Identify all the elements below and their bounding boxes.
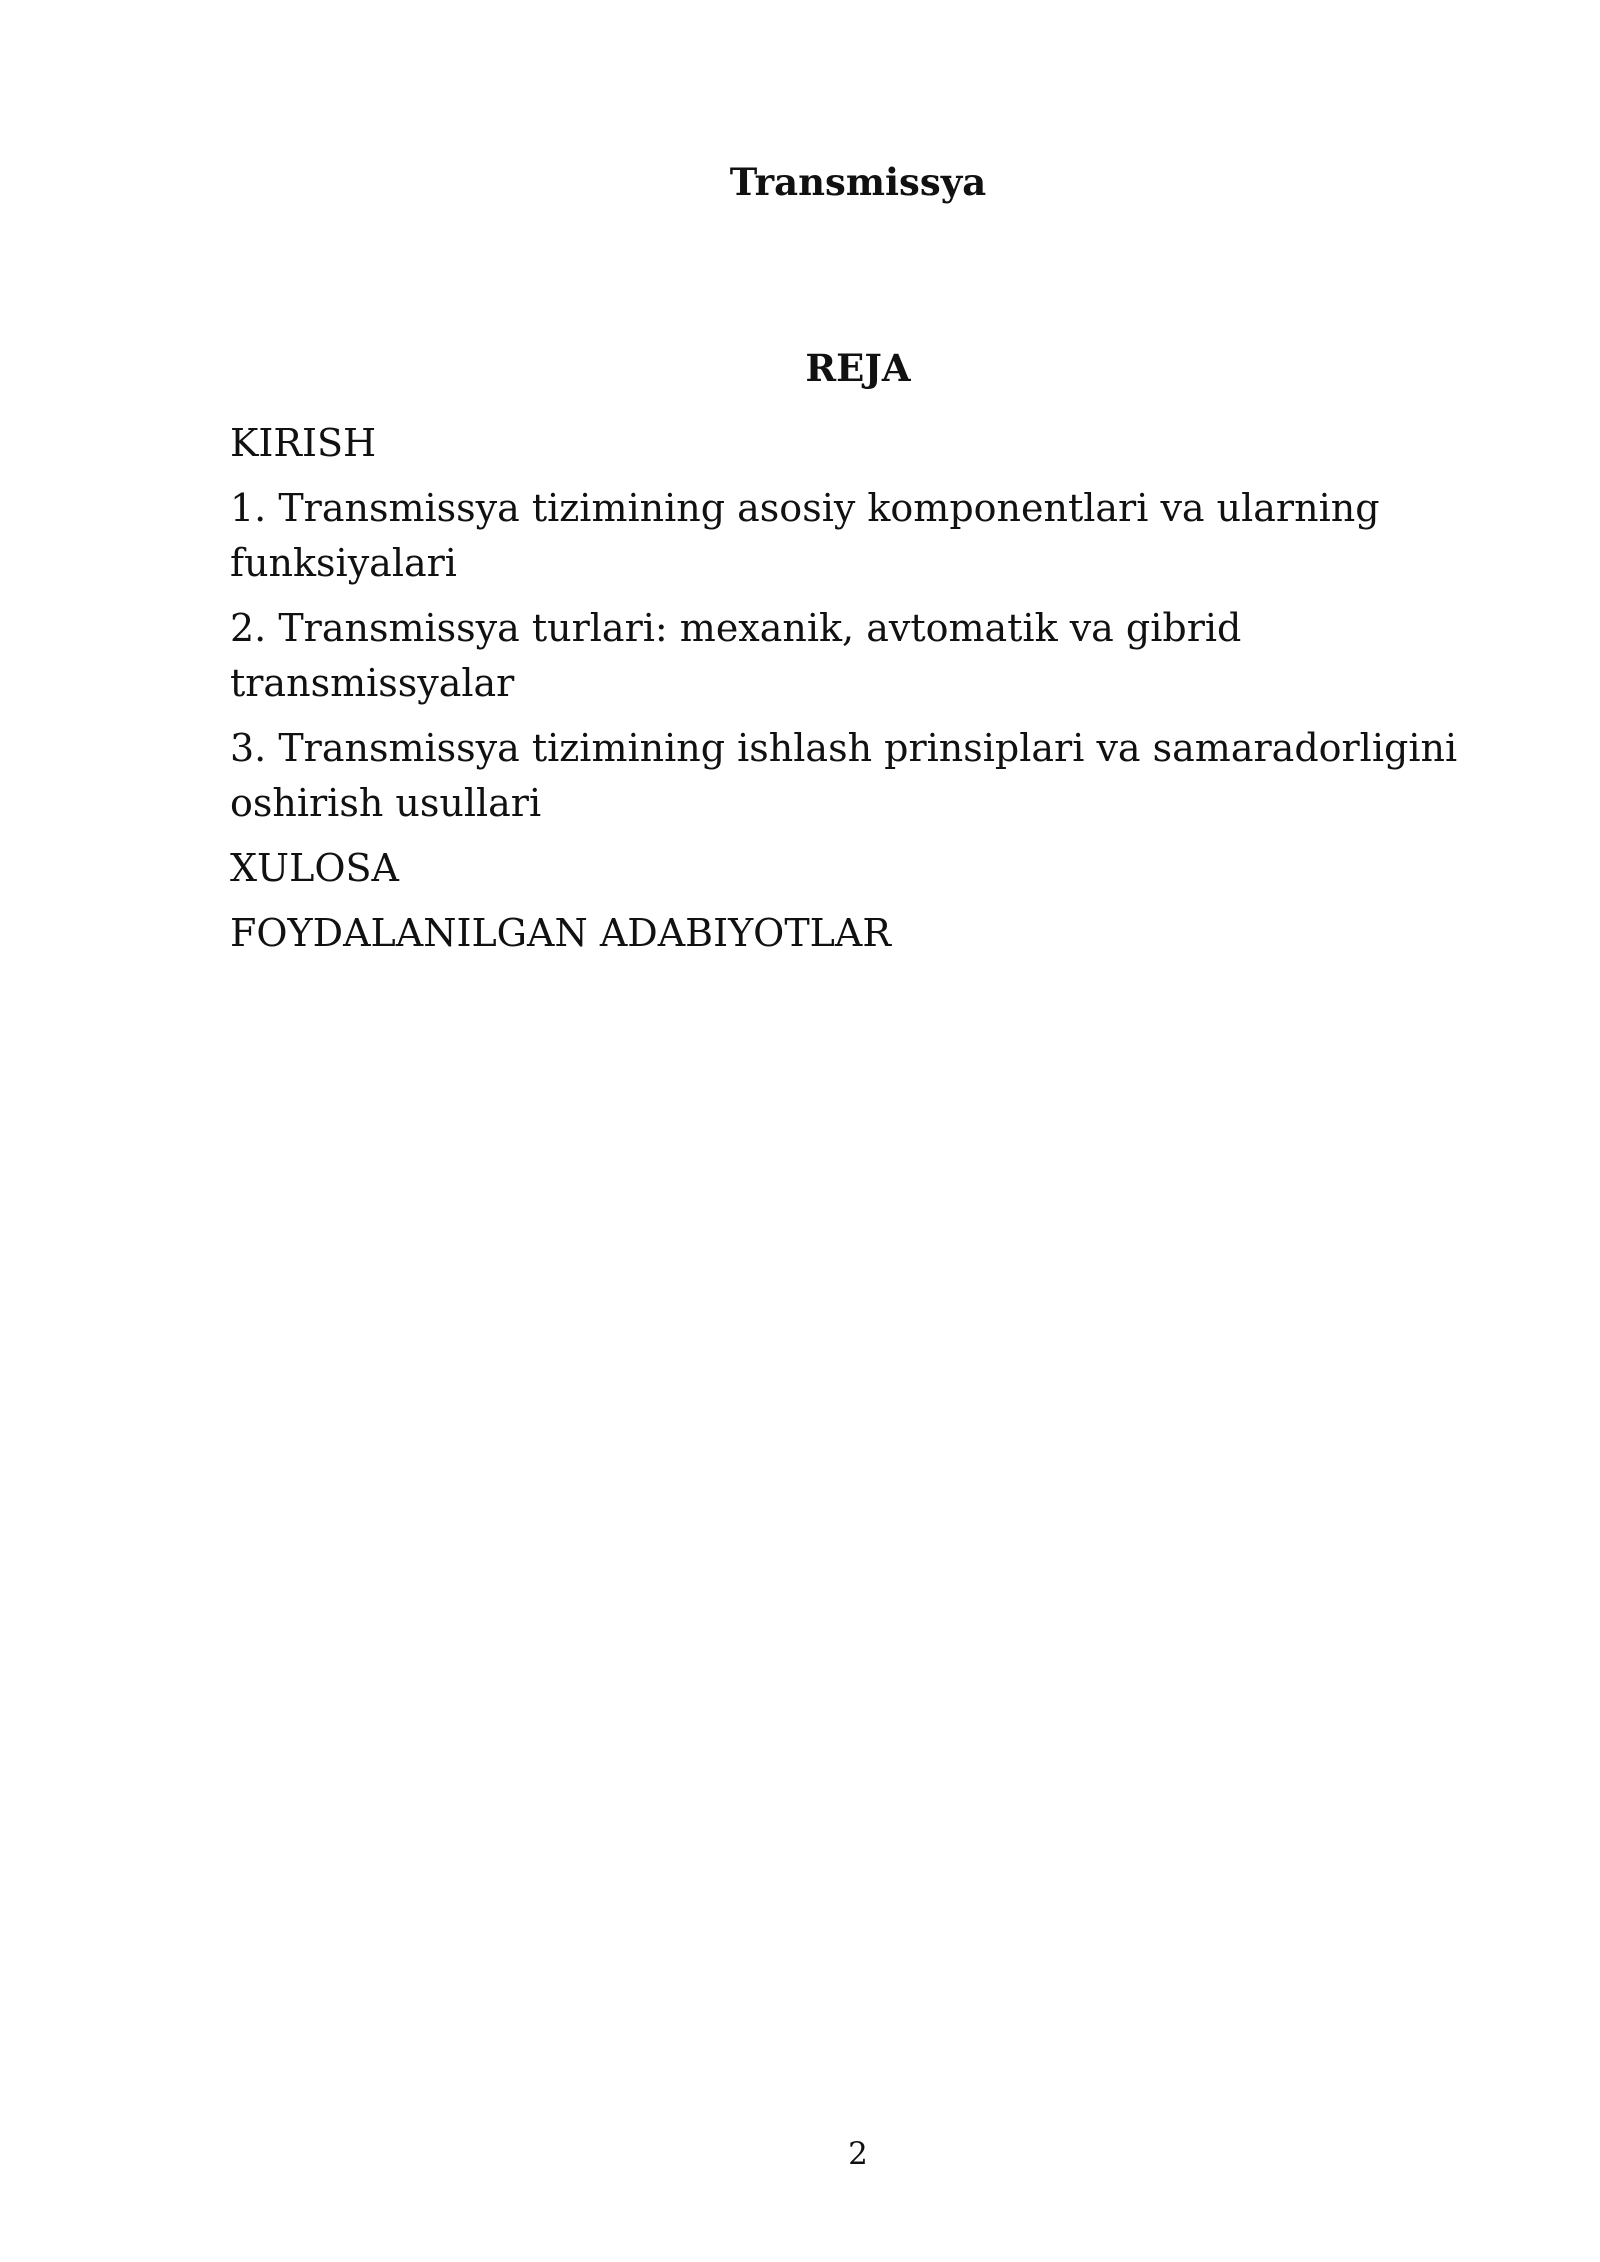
plan-item-3: 3. Transmissya tizimining ishlash prinsiplari va samaradorligini oshirish usullari [230,726,1458,825]
page-number: 2 [848,2136,868,2172]
plan-list [230,416,1480,971]
plan-item-references: FOYDALANILGAN ADABIYOTLAR [230,911,891,955]
document-title: Transmissya [729,160,987,204]
plan-item-introduction: KIRISH [230,421,377,465]
plan-item-1: 1. Transmissya tizimining asosiy komponentlari va ularning funksiyalari [230,486,1380,585]
plan-item-2: 2. Transmissya turlari: mexanik, avtomatik va gibrid transmissyalar [230,606,1242,705]
plan-item-conclusion: XULOSA [230,846,399,890]
plan-heading: REJA [805,346,911,390]
